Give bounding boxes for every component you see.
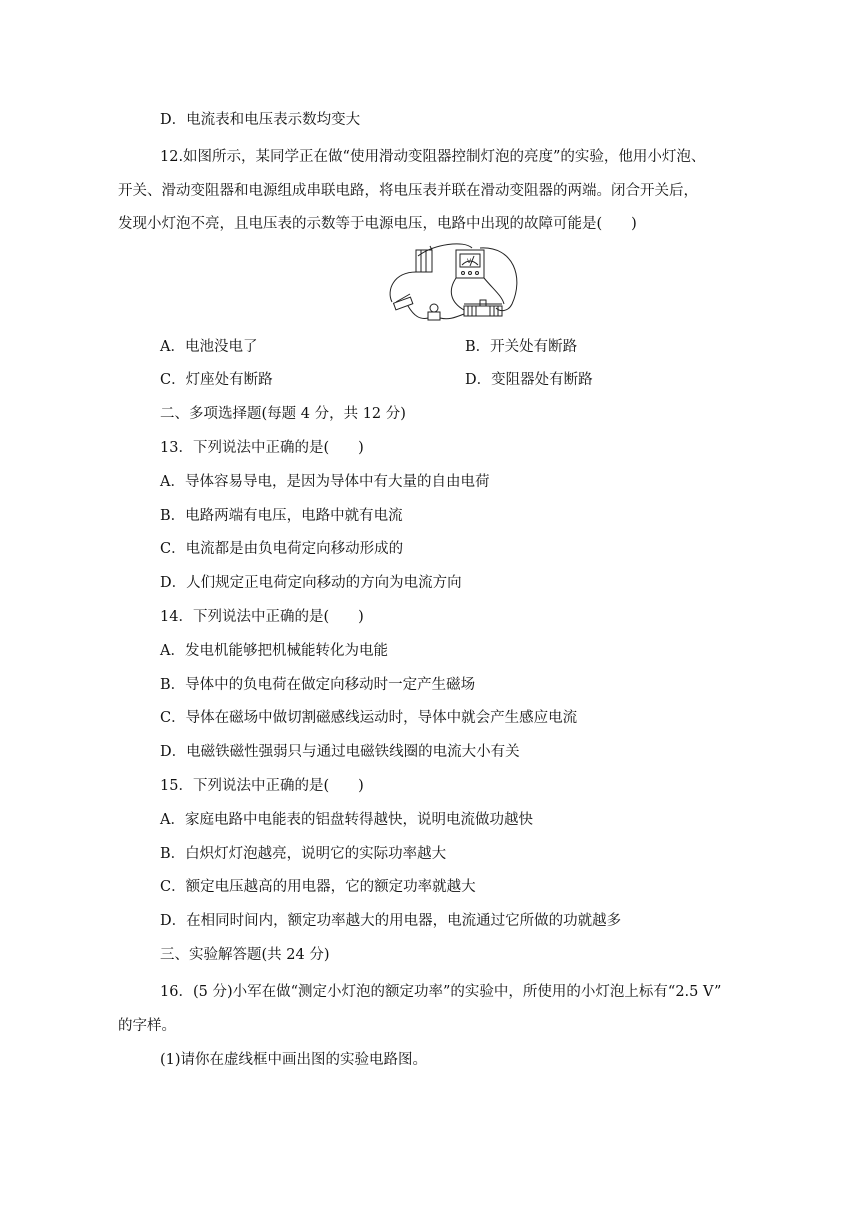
voltmeter-label: V bbox=[467, 258, 472, 265]
q14-option-a: A．发电机能够把机械能转化为电能 bbox=[160, 643, 388, 659]
lamp-holder bbox=[428, 312, 440, 320]
q12-option-b: B．开关处有断路 bbox=[465, 339, 578, 355]
q11-option-d: D．电流表和电压表示数均变大 bbox=[160, 112, 361, 128]
q16-stem-line-1: 16．(5 分)小军在做“测定小灯泡的额定功率”的实验中，所使用的小灯泡上标有“2.5 V” bbox=[160, 984, 722, 1000]
q13-option-a: A．导体容易导电，是因为导体中有大量的自由电荷 bbox=[160, 474, 490, 490]
section-3-heading: 三、实验解答题(共 24 分) bbox=[160, 947, 330, 963]
q15-option-b: B．白炽灯灯泡越亮，说明它的实际功率越大 bbox=[160, 846, 447, 862]
q12-stem-line-3: 发现小灯泡不亮，且电压表的示数等于电源电压，电路中出现的故障可能是( ) bbox=[118, 216, 637, 232]
q13-option-b: B．电路两端有电压，电路中就有电流 bbox=[160, 508, 403, 524]
q14-option-b: B．导体中的负电荷在做定向移动时一定产生磁场 bbox=[160, 677, 476, 693]
wire-meter-right bbox=[484, 278, 504, 304]
battery bbox=[416, 250, 432, 272]
section-2-heading: 二、多项选择题(每题 4 分，共 12 分) bbox=[160, 406, 406, 422]
wire-bottom-left bbox=[408, 306, 428, 319]
q16-stem-line-2: 的字样。 bbox=[118, 1018, 176, 1034]
q15-option-c: C．额定电压越高的用电器，它的额定功率就越大 bbox=[160, 879, 476, 895]
q14-stem: 14．下列说法中正确的是( ) bbox=[160, 609, 364, 625]
q15-stem: 15．下列说法中正确的是( ) bbox=[160, 778, 364, 794]
q15-option-a: A．家庭电路中电能表的铝盘转得越快，说明电流做功越快 bbox=[160, 812, 533, 828]
q15-option-d: D．在相同时间内，额定功率越大的用电器，电流通过它所做的功就越多 bbox=[160, 913, 622, 929]
rheostat bbox=[464, 306, 502, 316]
q14-option-d: D．电磁铁磁性强弱只与通过电磁铁线圈的电流大小有关 bbox=[160, 744, 520, 760]
q12-option-d: D．变阻器处有断路 bbox=[465, 372, 593, 388]
q13-option-c: C．电流都是由负电荷定向移动形成的 bbox=[160, 541, 404, 557]
q12-option-a: A．电池没电了 bbox=[160, 339, 258, 355]
wire-meter-left bbox=[451, 278, 464, 310]
q12-option-c: C．灯座处有断路 bbox=[160, 372, 273, 388]
q12-stem-line-2: 开关、滑动变阻器和电源组成串联电路，将电压表并联在滑动变阻器的两端。闭合开关后， bbox=[118, 183, 698, 199]
q13-stem: 13．下列说法中正确的是( ) bbox=[160, 440, 364, 456]
circuit-figure bbox=[384, 242, 522, 324]
wire-bottom bbox=[440, 314, 464, 319]
q16-sub-question-1: (1)请你在虚线框中画出图的实验电路图。 bbox=[160, 1052, 428, 1068]
q13-option-d: D．人们规定正电荷定向移动的方向为电流方向 bbox=[160, 575, 462, 591]
q12-stem-line-1: 12.如图所示，某同学正在做“使用滑动变阻器控制灯泡的亮度”的实验，他用小灯泡、 bbox=[160, 149, 706, 165]
switch bbox=[394, 297, 413, 310]
q14-option-c: C．导体在磁场中做切割磁感线运动时，导体中就会产生感应电流 bbox=[160, 710, 578, 726]
